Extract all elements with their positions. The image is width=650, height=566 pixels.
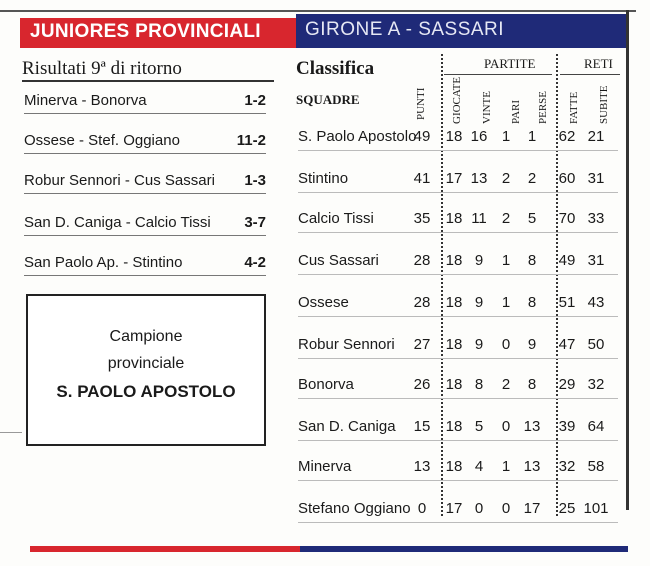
bottom-bar-red <box>30 546 300 552</box>
row-rule <box>298 274 618 275</box>
result-match: Minerva - Bonorva <box>24 92 147 109</box>
result-score: 1-3 <box>244 172 266 189</box>
cell-giocate: 18 <box>445 376 463 393</box>
cell-punti: 41 <box>413 170 431 187</box>
cell-pari: 1 <box>501 458 511 475</box>
cell-subite: 64 <box>587 418 605 435</box>
team-name: Stintino <box>298 170 349 187</box>
cell-vinte: 0 <box>474 500 484 517</box>
champion-line-2: provinciale <box>107 355 185 372</box>
cell-giocate: 18 <box>445 418 463 435</box>
cell-fatte: 32 <box>558 458 576 475</box>
row-rule <box>298 398 618 399</box>
column-header-subite: SUBITE <box>598 85 610 124</box>
top-rule <box>0 10 636 12</box>
row-rule <box>298 150 618 151</box>
team-name: Bonorva <box>298 376 354 393</box>
cell-subite: 101 <box>583 500 609 517</box>
result-row <box>24 172 266 196</box>
cell-fatte: 47 <box>558 336 576 353</box>
cell-giocate: 17 <box>445 170 463 187</box>
result-underline <box>24 113 266 114</box>
cell-subite: 21 <box>587 128 605 145</box>
row-rule <box>298 192 618 193</box>
cell-perse: 8 <box>527 294 537 311</box>
cell-giocate: 18 <box>445 128 463 145</box>
cell-fatte: 60 <box>558 170 576 187</box>
left-margin-rule <box>0 432 22 433</box>
cell-punti: 49 <box>413 128 431 145</box>
bottom-bar-blue <box>300 546 628 552</box>
cell-vinte: 11 <box>471 210 487 227</box>
column-header-giocate: GIOCATE <box>451 76 463 124</box>
row-rule <box>298 440 618 441</box>
cell-subite: 31 <box>587 170 605 187</box>
result-underline <box>24 153 266 154</box>
cell-perse: 8 <box>527 376 537 393</box>
column-header-punti: PUNTI <box>415 87 427 120</box>
cell-perse: 17 <box>523 500 541 517</box>
group-header-partite: PARTITE <box>484 56 536 71</box>
results-title-rule <box>22 80 274 82</box>
row-rule <box>298 480 618 481</box>
cell-vinte: 9 <box>474 336 484 353</box>
cell-vinte: 5 <box>474 418 484 435</box>
cell-fatte: 62 <box>558 128 576 145</box>
cell-pari: 1 <box>501 294 511 311</box>
cell-perse: 8 <box>527 252 537 269</box>
result-score: 1-2 <box>244 92 266 109</box>
cell-giocate: 18 <box>445 252 463 269</box>
standings-title: Classifica <box>296 58 375 79</box>
result-row <box>24 92 266 116</box>
cell-pari: 0 <box>501 418 511 435</box>
team-name: Ossese <box>298 294 349 311</box>
row-rule <box>298 316 618 317</box>
champion-name: S. PAOLO APOSTOLO <box>56 382 236 401</box>
cell-fatte: 39 <box>558 418 576 435</box>
cell-giocate: 17 <box>445 500 463 517</box>
result-underline <box>24 193 266 194</box>
right-border-rule <box>626 10 629 510</box>
cell-giocate: 18 <box>445 458 463 475</box>
cell-vinte: 9 <box>474 294 484 311</box>
cell-vinte: 8 <box>474 376 484 393</box>
result-row <box>24 132 266 156</box>
result-match: Robur Sennori - Cus Sassari <box>24 172 215 189</box>
result-row <box>24 254 266 278</box>
cell-vinte: 4 <box>474 458 484 475</box>
cell-subite: 43 <box>587 294 605 311</box>
column-header-perse: PERSE <box>537 90 549 124</box>
cell-punti: 13 <box>413 458 431 475</box>
column-divider <box>441 54 443 516</box>
group-title: GIRONE A - SASSARI <box>305 19 505 40</box>
cell-fatte: 70 <box>558 210 576 227</box>
result-underline <box>24 275 266 276</box>
results-title: Risultati 9ª di ritorno <box>22 58 182 79</box>
group-header-reti: RETI <box>584 56 613 71</box>
cell-pari: 0 <box>501 336 511 353</box>
cell-perse: 5 <box>527 210 537 227</box>
cell-subite: 33 <box>587 210 605 227</box>
column-header-fatte: FATTE <box>568 91 580 124</box>
cell-perse: 9 <box>527 336 537 353</box>
cell-perse: 13 <box>523 418 541 435</box>
column-header-vinte: VINTE <box>481 91 493 124</box>
result-score: 3-7 <box>244 214 266 231</box>
cell-punti: 28 <box>413 252 431 269</box>
team-column-header: SQUADRE <box>296 92 360 107</box>
cell-punti: 35 <box>413 210 431 227</box>
row-rule <box>298 522 618 523</box>
team-name: Robur Sennori <box>298 336 395 353</box>
team-name: S. Paolo Apostolo <box>298 128 417 145</box>
team-name: San D. Caniga <box>298 418 396 435</box>
cell-pari: 2 <box>501 210 511 227</box>
cell-vinte: 9 <box>474 252 484 269</box>
cell-punti: 28 <box>413 294 431 311</box>
team-name: Cus Sassari <box>298 252 379 269</box>
cell-pari: 1 <box>501 128 511 145</box>
cell-punti: 15 <box>413 418 431 435</box>
cell-fatte: 29 <box>558 376 576 393</box>
cell-vinte: 13 <box>470 170 488 187</box>
section-title: JUNIORES PROVINCIALI <box>30 21 261 42</box>
cell-pari: 1 <box>501 252 511 269</box>
row-rule <box>298 232 618 233</box>
partite-group-rule <box>444 74 552 75</box>
column-header-pari: PARI <box>510 99 522 124</box>
champion-line-1: Campione <box>109 328 183 345</box>
result-match: Ossese - Stef. Oggiano <box>24 132 180 149</box>
result-row <box>24 214 266 238</box>
cell-subite: 31 <box>587 252 605 269</box>
reti-group-rule <box>560 74 620 75</box>
cell-giocate: 18 <box>445 336 463 353</box>
cell-perse: 1 <box>527 128 537 145</box>
row-rule <box>298 358 618 359</box>
team-name: Stefano Oggiano <box>298 500 411 517</box>
cell-fatte: 49 <box>558 252 576 269</box>
cell-pari: 0 <box>501 500 511 517</box>
cell-pari: 2 <box>501 170 511 187</box>
cell-subite: 50 <box>587 336 605 353</box>
cell-perse: 2 <box>527 170 537 187</box>
result-match: San D. Caniga - Calcio Tissi <box>24 214 211 231</box>
cell-punti: 0 <box>417 500 427 517</box>
cell-subite: 32 <box>587 376 605 393</box>
cell-fatte: 25 <box>558 500 576 517</box>
result-underline <box>24 235 266 236</box>
result-score: 11-2 <box>236 132 266 149</box>
result-match: San Paolo Ap. - Stintino <box>24 254 183 271</box>
cell-subite: 58 <box>587 458 605 475</box>
cell-vinte: 16 <box>470 128 488 145</box>
cell-punti: 27 <box>413 336 431 353</box>
column-divider <box>556 54 558 516</box>
cell-punti: 26 <box>413 376 431 393</box>
cell-fatte: 51 <box>558 294 576 311</box>
result-score: 4-2 <box>244 254 266 271</box>
team-name: Minerva <box>298 458 352 475</box>
cell-perse: 13 <box>523 458 541 475</box>
team-name: Calcio Tissi <box>298 210 374 227</box>
cell-pari: 2 <box>501 376 511 393</box>
cell-giocate: 18 <box>445 210 463 227</box>
cell-giocate: 18 <box>445 294 463 311</box>
